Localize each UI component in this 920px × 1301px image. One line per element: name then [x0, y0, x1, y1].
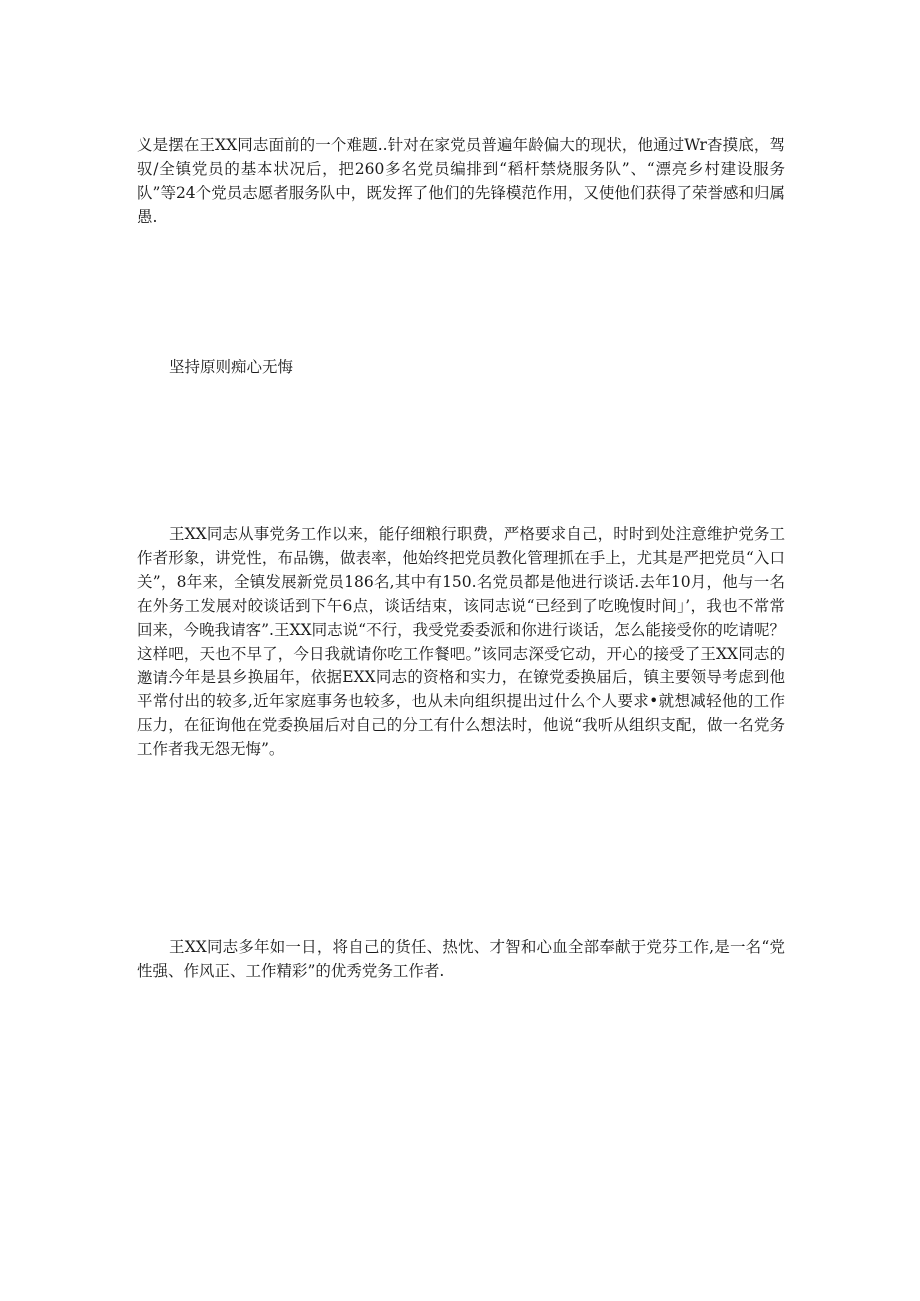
- paragraph-election: 今年是县乡换届年，依据EXX同志的资格和实力，在镣党委换届后，镇主要领导考虑到他平常付出的较多,近年家庭事务也较多，也从未向组织提出过什么个人要求•就想减轻他的工作压力，在征询他在党委换届后对自己的分工有什么想法时，他说“我听从组织支配，做一名党务工作者我无怨无悔”。: [137, 668, 785, 758]
- section-heading: 坚持原则痴心无悔: [169, 358, 294, 376]
- paragraph-party-work: 王XX同志从事党务工作以来，能仔细粮行职费，严格要求自己，时时到处注意维护党务工作者形象，讲党性，布品镌，做表率，他始终把党员教化管理抓在手上，尤其是严把党员“入口关”，8年来，全镇发展新党员186名,其中有150.名党员都是他进行谈话.去年10月，他与一名在外务工发展对皎谈话到下午6点，谈话结束，该同志说“已经到了吃晚愎时间」’，我也不常常回来，今晚我请客”.王XX同志说“不行，我受党委委派和你进行谈话，怎么能接受你的吃请呢？这样吧，天也不早了，今日我就请你吃工作餐吧。”该同志深受它动，开心的接受了王XX同志的邀请.: [137, 525, 785, 687]
- paragraph-continuation: 义是摆在王XX同志面前的一个难题..针对在家党员普遍年龄偏大的现状，他通过Wr杳摸底，驾驭/全镇党员的基本状况后，把260多名党员编排到“稻杆禁烧服务队”、“漂亮乡村建设服务队”等24个党员志愿者服务队中，既发挥了他们的先锋模范作用，又使他们获得了荣誉感和归属愚.: [137, 136, 785, 226]
- paragraph-conclusion: 王XX同志多年如一日，将自己的货任、热忱、才智和心血全部奉献于党芬工作,是一名“党性强、作风正、工作精彩”的优秀党务工作者.: [137, 938, 785, 980]
